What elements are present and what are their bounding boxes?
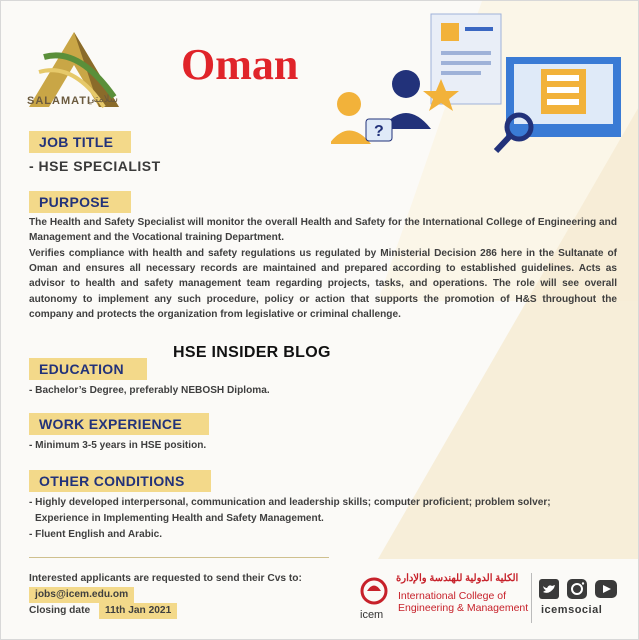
icem-logo-icon [357, 576, 391, 622]
svg-text:?: ? [374, 123, 384, 140]
work-experience-item: - Minimum 3-5 years in HSE position. [29, 440, 207, 451]
other-conditions-item-1-cont: Experience in Implementing Health and Safety Management. [35, 513, 324, 524]
youtube-icon [595, 580, 617, 598]
social-icons [539, 579, 619, 601]
education-item: - Bachelor’s Degree, preferably NEBOSH Diploma. [29, 385, 270, 396]
purpose-heading: PURPOSE [29, 191, 131, 213]
country-title: Oman [181, 40, 299, 89]
other-conditions-item-1: - Highly developed interpersonal, communication and leadership skills; computer proficient; problem solver; [29, 497, 551, 508]
closing-date-value: 11th Jan 2021 [99, 603, 177, 619]
purpose-paragraph-1: The Health and Safety Specialist will monitor the overall Health and Safety for the International College of Engineering and Management and the Vocational training Department. [29, 217, 617, 244]
brand-name-arabic: سلامتي [87, 94, 119, 105]
other-conditions-item-2: - Fluent English and Arabic. [29, 529, 163, 540]
brand-name: SALAMATI [27, 95, 92, 107]
footer-divider [29, 557, 329, 558]
job-title-heading: JOB TITLE [29, 131, 131, 153]
purpose-paragraph-2: Verifies compliance with health and safety regulations us regulated by Ministerial Decision 286 here in the Sultanate of Oman and ensures all necessary records are maintained and prepared according to established guidelines. Acts as advisor to health and safety management team regarding projects, tasks, and operations. The role will see overall autonomy to implement any such procedure, policy or action that supports the promotion of H&S throughout the company and protects the organization from legislative or criminal challenge. [29, 248, 617, 320]
college-name-line-2: Engineering & Management [398, 602, 529, 614]
blog-watermark: HSE INSIDER BLOG [173, 344, 331, 361]
footer-separator [531, 573, 532, 623]
work-experience-heading: WORK EXPERIENCE [29, 413, 209, 435]
college-name-line-1: International College of [398, 590, 506, 602]
job-title-value: - HSE SPECIALIST [29, 158, 161, 174]
instagram-icon [567, 579, 587, 599]
hr-illustration-icon [331, 9, 631, 159]
closing-date-label: Closing date [29, 605, 91, 616]
other-conditions-heading: OTHER CONDITIONS [29, 470, 211, 492]
social-handle[interactable]: icemsocial [541, 604, 603, 616]
application-email[interactable]: jobs@icem.edu.om [29, 587, 134, 603]
twitter-icon [539, 579, 559, 599]
education-heading: EDUCATION [29, 358, 147, 380]
apply-instructions: Interested applicants are requested to send their Cvs to: [29, 573, 302, 584]
college-name-arabic: الكلية الدولية للهندسة والإدارة [396, 573, 519, 584]
icem-short-name: icem [360, 609, 384, 621]
